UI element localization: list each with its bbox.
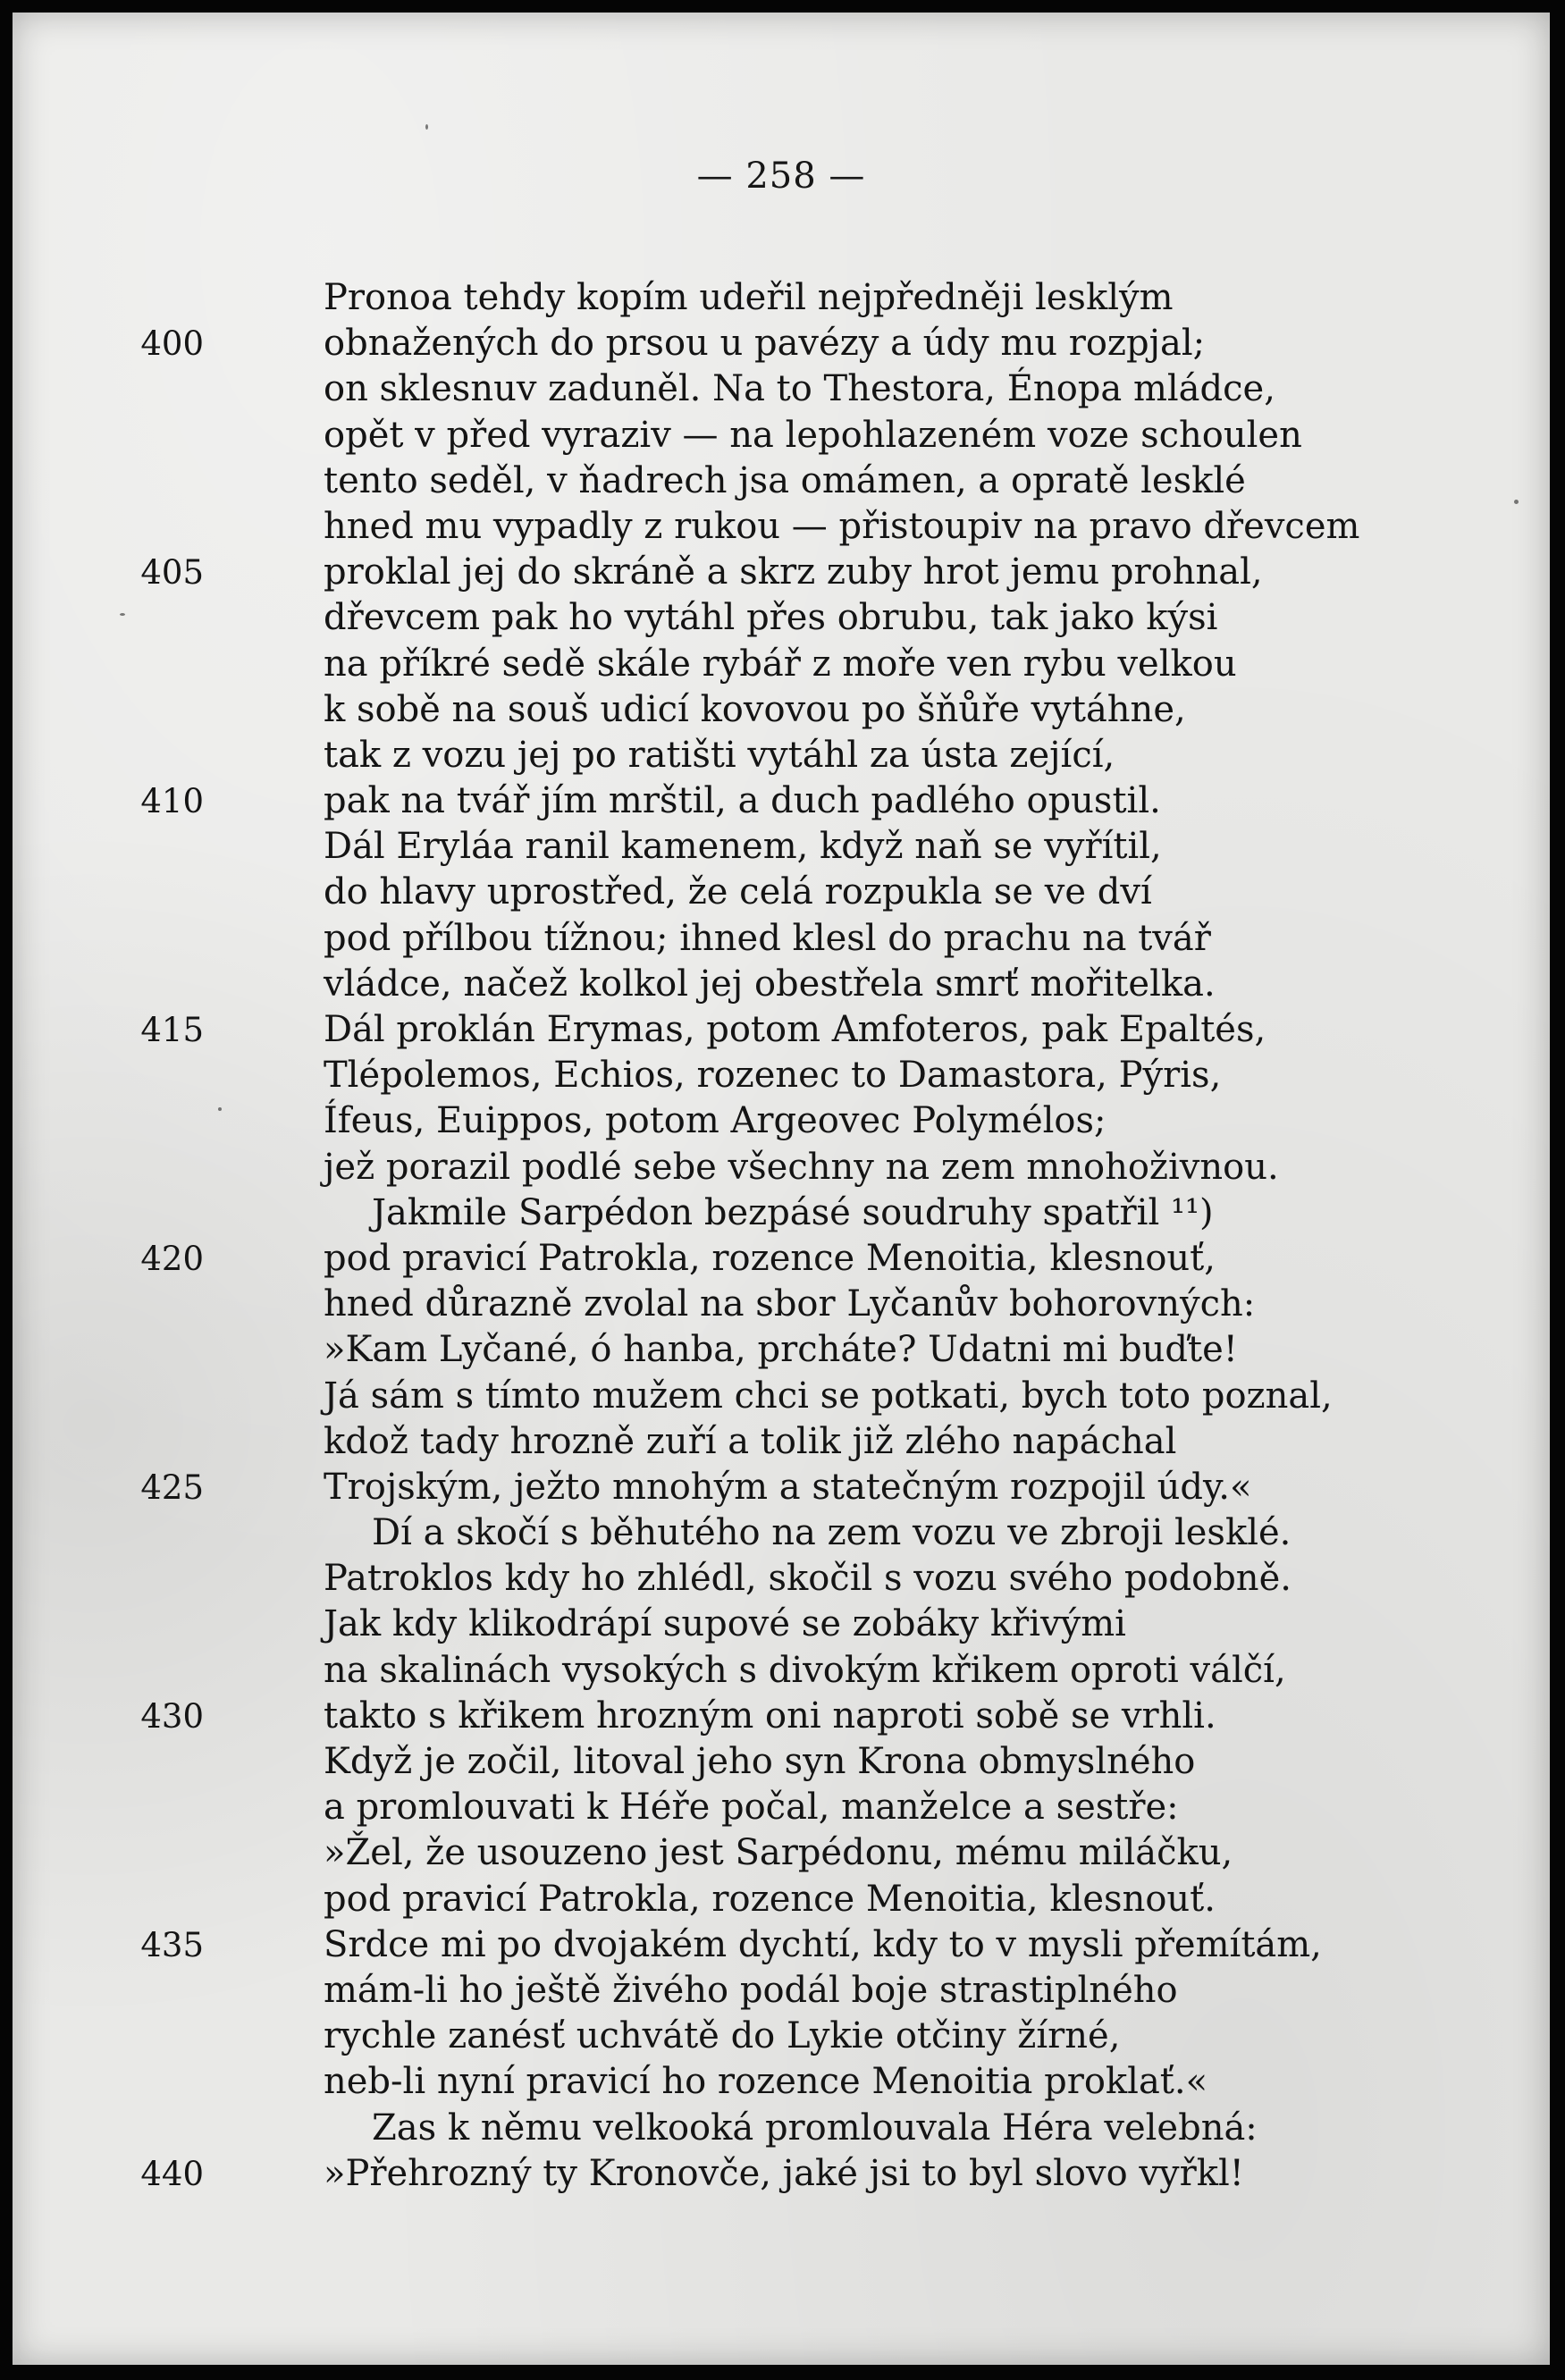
line-text: na skalinách vysokých s divokým křikem oproti válčí, [324, 1649, 1286, 1691]
line-text: mám-li ho ještě živého podál boje strastiplného [324, 1969, 1178, 2011]
verse-line [218, 642, 1443, 687]
verse-line [218, 1327, 1443, 1373]
line-text: »Kam Lyčané, ó hanba, prcháte? Udatni mi buďte! [324, 1329, 1238, 1371]
verse-line [218, 1190, 1443, 1236]
verse-line [218, 733, 1443, 778]
page-number: — 258 — [696, 156, 866, 197]
verse-line [218, 824, 1443, 870]
verse-line [218, 1785, 1443, 1830]
line-text: tento seděl, v ňadrech jsa omámen, a opratě lesklé [324, 459, 1246, 501]
paper-speck [425, 124, 428, 130]
verse-line [218, 1556, 1443, 1602]
line-text: obnažených do prsou u pavézy a údy mu rozpjal; [324, 323, 1206, 365]
verse-line [140, 1465, 1443, 1510]
verse-line [218, 2059, 1443, 2105]
verse-line [218, 916, 1443, 962]
line-text: rychle zanésť uchvátě do Lykie otčiny žírné, [324, 2015, 1121, 2057]
verse-line [218, 458, 1443, 504]
verse-line [218, 504, 1443, 550]
line-text: takto s křikem hrozným oni naproti sobě se vrhli. [324, 1695, 1216, 1737]
book-page [13, 13, 1550, 2365]
line-text: vládce, načež kolkol jej obestřela smrť mořitelka. [324, 963, 1216, 1005]
line-text: a promlouvati k Héře počal, manželce a sestře: [324, 1787, 1179, 1829]
verse-line [140, 1007, 1443, 1053]
verse-line [218, 413, 1443, 458]
verse-line [218, 1145, 1443, 1190]
verse-line [218, 1648, 1443, 1694]
line-text: opět v před vyraziv — na lepohlazeném voze schoulen [324, 414, 1302, 456]
verse-line [218, 1053, 1443, 1098]
verse-line [218, 1282, 1443, 1327]
line-text: Ífeus, Euippos, potom Argeovec Polymélos; [324, 1100, 1106, 1142]
line-text: Dál proklán Erymas, potom Amfoteros, pak Epaltés, [324, 1009, 1266, 1050]
verse-line [218, 275, 1443, 321]
line-text: Jak kdy klikodrápí supové se zobáky křivými [324, 1603, 1126, 1645]
line-number: 405 [140, 553, 204, 593]
line-number: 420 [140, 1239, 204, 1278]
line-text: Já sám s tímto mužem chci se potkati, bych toto poznal, [324, 1375, 1333, 1417]
line-text: tak z vozu jej po ratišti vytáhl za ústa zející, [324, 734, 1115, 776]
line-text: Srdce mi po dvojakém dychtí, kdy to v mysli přemítám, [324, 1923, 1322, 1965]
line-text: Trojským, ježto mnohým a statečným rozpojil údy.« [324, 1466, 1252, 1508]
verse-line [218, 1877, 1443, 1922]
line-text: neb-li nyní pravicí ho rozence Menoitia proklať.« [324, 2061, 1208, 2103]
verse-line [218, 1602, 1443, 1647]
line-number: 440 [140, 2154, 204, 2193]
verse-line [140, 1236, 1443, 1282]
verse-line [140, 778, 1443, 824]
line-number: 425 [140, 1468, 204, 1507]
verse-line [218, 1739, 1443, 1785]
verse-line [218, 595, 1443, 641]
verse-line [218, 2106, 1443, 2151]
line-number: 430 [140, 1696, 204, 1736]
verse-block [140, 275, 1443, 2197]
line-text: Zas k němu velkooká promlouvala Héra velebná: [372, 2107, 1258, 2149]
verse-line [218, 1510, 1443, 1556]
line-text: Pronoa tehdy kopím udeřil nejpředněji lesklým [324, 277, 1174, 318]
line-text: pod pravicí Patrokla, rozence Menoitia, klesnouť, [324, 1237, 1216, 1279]
verse-line [218, 1098, 1443, 1144]
line-text: »Žel, že usouzeno jest Sarpédonu, mému miláčku, [324, 1832, 1233, 1874]
line-number: 410 [140, 782, 204, 821]
verse-line [218, 962, 1443, 1007]
line-text: do hlavy uprostřed, že celá rozpukla se ve dví [324, 871, 1152, 913]
verse-line [140, 1922, 1443, 1968]
line-text: pod přílbou tížnou; ihned klesl do prachu na tvář [324, 917, 1211, 959]
verse-line [218, 870, 1443, 915]
verse-line [218, 366, 1443, 412]
line-text: k sobě na souš udicí kovovou po šňůře vytáhne, [324, 688, 1186, 730]
verse-line [140, 321, 1443, 366]
paper-speck [120, 613, 125, 616]
paper-speck [1514, 500, 1519, 504]
line-text: pod pravicí Patrokla, rozence Menoitia, klesnouť. [324, 1878, 1216, 1920]
verse-line [140, 1694, 1443, 1739]
line-text: Když je zočil, litoval jeho syn Krona obmyslného [324, 1741, 1196, 1782]
verse-line [218, 2014, 1443, 2059]
verse-line [218, 1374, 1443, 1419]
verse-line [218, 687, 1443, 733]
paper-speck [218, 1107, 222, 1111]
line-text: »Přehrozný ty Kronovče, jaké jsi to byl slovo vyřkl! [324, 2152, 1244, 2194]
verse-line [140, 550, 1443, 595]
line-text: Dí a skočí s běhutého na zem vozu ve zbroji lesklé. [372, 1512, 1292, 1554]
line-number: 435 [140, 1925, 204, 1964]
verse-line [218, 1419, 1443, 1465]
line-text: on sklesnuv zaduněl. Na to Thestora, Énopa mládce, [324, 368, 1275, 410]
verse-line [218, 1830, 1443, 1876]
line-text: Jakmile Sarpédon bezpásé soudruhy spatřil ¹¹) [372, 1191, 1214, 1233]
line-text: kdož tady hrozně zuří a tolik již zlého napáchal [324, 1420, 1177, 1462]
line-text: Dál Eryláa ranil kamenem, když naň se vyřítil, [324, 826, 1162, 868]
line-text: hned důrazně zvolal na sbor Lyčanův bohorovných: [324, 1283, 1256, 1325]
line-text: jež porazil podlé sebe všechny na zem mnohoživnou. [324, 1146, 1279, 1188]
line-text: hned mu vypadly z rukou — přistoupiv na pravo dřevcem [324, 505, 1360, 547]
line-number: 400 [140, 324, 204, 364]
line-text: proklal jej do skráně a skrz zuby hrot jemu prohnal, [324, 551, 1263, 593]
line-text: Patroklos kdy ho zhlédl, skočil s vozu svého podobně. [324, 1558, 1292, 1600]
line-number: 415 [140, 1011, 204, 1049]
verse-line [140, 2151, 1443, 2197]
line-text: Tlépolemos, Echios, rozenec to Damastora, Pýris, [324, 1055, 1222, 1097]
line-text: pak na tvář jím mrštil, a duch padlého opustil. [324, 780, 1161, 822]
verse-line [218, 1968, 1443, 2014]
line-text: na příkré sedě skále rybář z moře ven rybu velkou [324, 643, 1237, 685]
line-text: dřevcem pak ho vytáhl přes obrubu, tak jako kýsi [324, 597, 1218, 639]
